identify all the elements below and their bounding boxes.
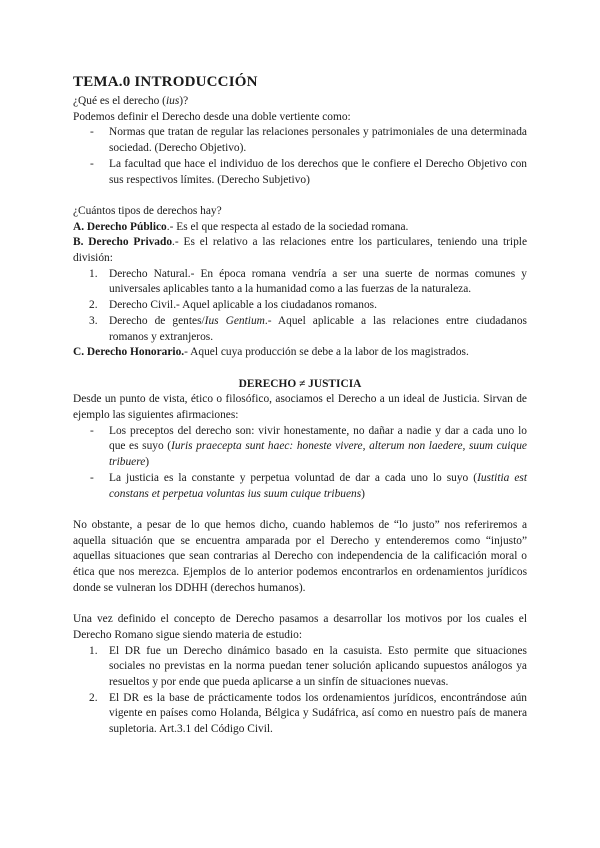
list-item-text-post: .- Aquel aplicable a las relaciones entre ciudadanos romanos y extranjeros. <box>109 314 527 343</box>
question-ius-pre: ¿Qué es el derecho ( <box>73 95 166 107</box>
derecho-honorario-label: C. Derecho Honorario. <box>73 346 185 359</box>
list-number: 1. <box>89 644 98 657</box>
una-vez-paragraph: Una vez definido el concepto de Derecho pasamos a desarrollar los motivos por los cuales el Derecho Romano sigue siendo materia de estudio: <box>73 613 527 641</box>
privado-list <box>73 267 527 346</box>
derecho-publico-text: .- Es el que respecta al estado de la sociedad romana. <box>166 220 409 233</box>
dash-marker: - <box>90 126 94 139</box>
list-item-text: El DR es la base de prácticamente todos los ordenamientos jurídicos, encontrándose aún vigente en países como Holanda, Bélgica y Sudáfrica, así como en nuestro país de manera supletoria. Art.3.1 del Código Civil. <box>109 691 527 736</box>
afirmaciones-list <box>73 424 527 503</box>
section-heading: DERECHO ≠ JUSTICIA <box>238 377 362 390</box>
list-item <box>73 644 527 691</box>
dash-marker: - <box>90 424 94 437</box>
list-item-text: Derecho Civil.- Aquel aplicable a los ciudadanos romanos. <box>109 299 377 312</box>
derecho-publico <box>73 220 527 236</box>
list-item-text: Normas que tratan de regular las relaciones personales y patrimoniales de una determinada sociedad. (Derecho Objetivo). <box>109 126 527 155</box>
derecho-privado-label: B. Derecho Privado <box>73 236 173 249</box>
list-item-text: La facultad que hace el individuo de los derechos que le confiere el Derecho Objetivo con sus respectivos límites. (Derecho Subjetivo) <box>109 157 527 186</box>
derecho-honorario-text: - Aquel cuya producción se debe a la labor de los magistrados. <box>184 346 469 359</box>
list-item-text: Derecho Natural.- En época romana vendría a ser una suerte de normas comunes y universales aplicables tanto a la humanidad como a las fuerzas de la naturaleza. <box>109 267 527 296</box>
list-item-text: El DR fue un Derecho dinámico basado en la casuista. Esto permite que situaciones sociales no previstas en la norma puedan tener solución aplicando supuestos análogos ya resueltos y por ende que pueda aplicarse a un sinfín de situaciones nuevas. <box>109 644 527 688</box>
list-item-text: La justicia es la constante y perpetua voluntad de dar a cada uno lo suyo ( <box>109 471 478 484</box>
question-ius-post: )? <box>179 95 189 107</box>
motivos-list <box>73 644 527 738</box>
intro-paragraph: Podemos definir el Derecho desde una doble vertiente como: <box>73 110 351 123</box>
question-tipos: ¿Cuántos tipos de derechos hay? <box>73 204 222 217</box>
list-item <box>73 424 527 471</box>
list-number: 3. <box>89 314 98 327</box>
list-item-italic: Ius Gentium <box>204 314 265 327</box>
dash-marker: - <box>90 157 94 170</box>
list-item <box>73 125 527 156</box>
list-item <box>73 267 527 298</box>
list-number: 2. <box>89 299 98 312</box>
list-item <box>73 471 527 502</box>
list-number: 2. <box>89 691 98 704</box>
list-item-text: Los preceptos del derecho son: vivir honestamente, no dañar a nadie y dar a cada uno lo que es suyo ( <box>109 424 527 453</box>
list-item <box>73 314 527 345</box>
no-obstante-paragraph: No obstante, a pesar de lo que hemos dicho, cuando hablemos de “lo justo” nos referiremos a aquella situación que se encuentra amparada por el Derecho y entenderemos como “injusto” aquellas situaciones que sean contrarias al Derecho con independencia de la calificación moral o ética que nos merezca. Ejemplos de lo anterior podemos encontrarlos en ordenamientos jurídicos donde se vulneran los DDHH (derechos humanos). <box>73 518 527 594</box>
list-item-text: Derecho de gentes/ <box>109 314 205 327</box>
question-ius-term: ius <box>165 95 180 107</box>
derecho-privado-text: .- Es el relativo a las relaciones entre los particulares, teniendo una triple división: <box>73 236 527 265</box>
list-item <box>73 157 527 188</box>
list-item-text-post: ) <box>361 487 365 500</box>
list-item-text-post: ) <box>145 456 150 469</box>
derecho-privado <box>73 235 527 266</box>
dash-marker: - <box>90 471 94 484</box>
justicia-intro: Desde un punto de vista, ético o filosófico, asociamos el Derecho a un ideal de Justicia. Sirvan de ejemplo las siguientes afirmaciones: <box>73 393 527 422</box>
list-item <box>73 298 527 314</box>
list-item-italic: Iuris praecepta sunt haec: honeste vivere, alterum non laedere, suum cuique tribuere <box>109 440 527 469</box>
list-item <box>73 691 527 738</box>
page-title: TEMA.0 INTRODUCCIÓN <box>73 74 258 90</box>
derecho-honorario <box>73 345 527 361</box>
document-content <box>73 72 527 738</box>
derecho-publico-label: A. Derecho Público <box>73 220 167 233</box>
vertientes-list <box>73 125 527 188</box>
question-ius <box>73 94 527 110</box>
list-item-italic: Iustitia est constans et perpetua voluntas ius suum cuique tribuens <box>109 471 528 500</box>
list-number: 1. <box>89 267 98 280</box>
